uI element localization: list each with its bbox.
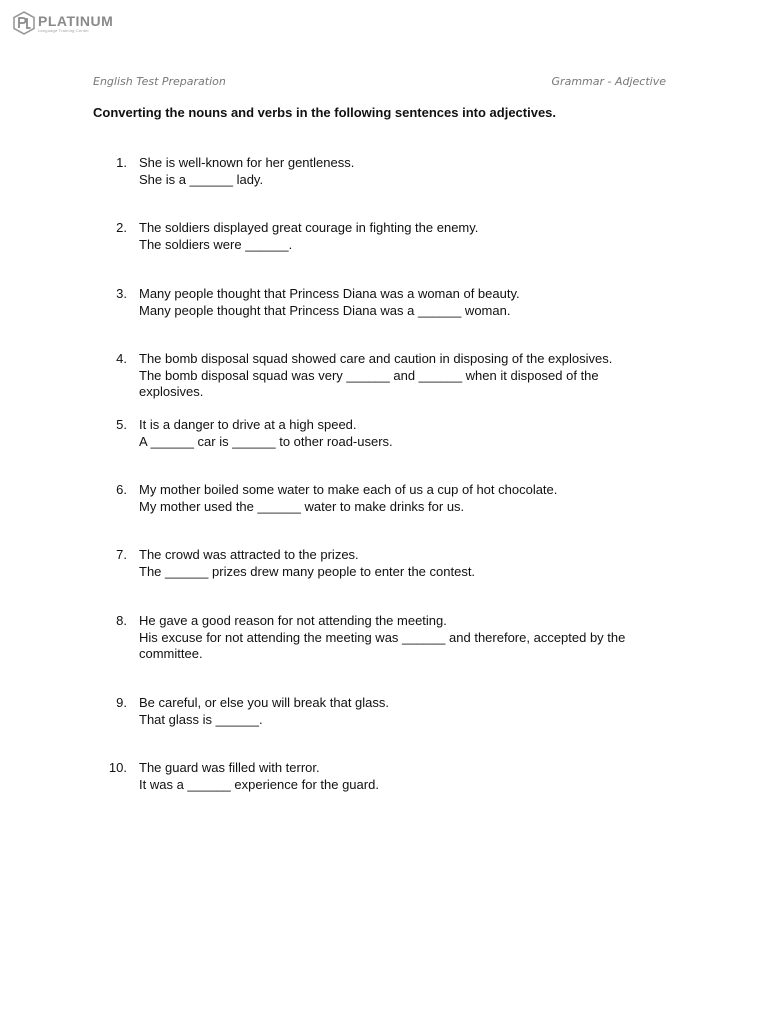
question-sentence: The soldiers displayed great courage in fighting the enemy. bbox=[139, 220, 479, 235]
header-topic: Grammar - Adjective bbox=[551, 75, 666, 88]
question-sentence: The guard was filled with terror. bbox=[139, 760, 320, 775]
question-number: 3. bbox=[116, 286, 127, 301]
question-rewrite: The ______ prizes drew many people to enter the contest. bbox=[139, 563, 476, 579]
header-course: English Test Preparation bbox=[93, 75, 226, 88]
question-number: 9. bbox=[116, 695, 127, 710]
question-item bbox=[108, 695, 688, 728]
question-item bbox=[108, 760, 688, 793]
page-title: Converting the nouns and verbs in the following sentences into adjectives. bbox=[93, 105, 557, 120]
question-item bbox=[108, 482, 688, 515]
question-rewrite: His excuse for not attending the meeting was ______ and therefore, accepted by the committee. bbox=[139, 629, 626, 661]
question-number: 2. bbox=[116, 220, 127, 235]
question-rewrite: A ______ car is ______ to other road-users. bbox=[139, 433, 393, 449]
question-item bbox=[108, 220, 688, 253]
question-sentence: The bomb disposal squad showed care and caution in disposing of the explosives. bbox=[139, 351, 613, 366]
question-item bbox=[108, 417, 688, 450]
logo-name: PLATINUM bbox=[38, 12, 114, 29]
logo-tagline: Language Training Center bbox=[38, 27, 90, 33]
question-number: 10. bbox=[108, 760, 127, 775]
question-item bbox=[108, 155, 688, 188]
question-rewrite: My mother used the ______ water to make drinks for us. bbox=[139, 498, 465, 514]
question-number: 1. bbox=[116, 155, 127, 170]
question-rewrite: Many people thought that Princess Diana was a ______ woman. bbox=[139, 302, 511, 318]
question-rewrite: She is a ______ lady. bbox=[139, 171, 264, 187]
question-rewrite: The soldiers were ______. bbox=[139, 236, 293, 252]
question-sentence: Be careful, or else you will break that glass. bbox=[139, 695, 390, 710]
question-number: 5. bbox=[116, 417, 127, 432]
question-number: 6. bbox=[116, 482, 127, 497]
question-item bbox=[108, 286, 688, 319]
question-rewrite: It was a ______ experience for the guard. bbox=[139, 776, 379, 792]
question-item bbox=[108, 613, 688, 663]
question-number: 7. bbox=[116, 547, 127, 562]
logo bbox=[12, 10, 113, 36]
question-sentence: Many people thought that Princess Diana was a woman of beauty. bbox=[139, 286, 520, 301]
question-sentence: It is a danger to drive at a high speed. bbox=[139, 417, 357, 432]
question-rewrite: The bomb disposal squad was very ______ and ______ when it disposed of the explosives. bbox=[139, 367, 599, 399]
question-rewrite: That glass is ______. bbox=[139, 711, 263, 727]
question-sentence: The crowd was attracted to the prizes. bbox=[139, 547, 359, 562]
platinum-logo-mark-icon bbox=[12, 11, 36, 35]
question-sentence: My mother boiled some water to make each of us a cup of hot chocolate. bbox=[139, 482, 558, 497]
question-item bbox=[108, 351, 688, 401]
question-sentence: She is well-known for her gentleness. bbox=[139, 155, 355, 170]
question-item bbox=[108, 547, 688, 580]
question-sentence: He gave a good reason for not attending the meeting. bbox=[139, 613, 447, 628]
question-number: 8. bbox=[116, 613, 127, 628]
question-number: 4. bbox=[116, 351, 127, 366]
